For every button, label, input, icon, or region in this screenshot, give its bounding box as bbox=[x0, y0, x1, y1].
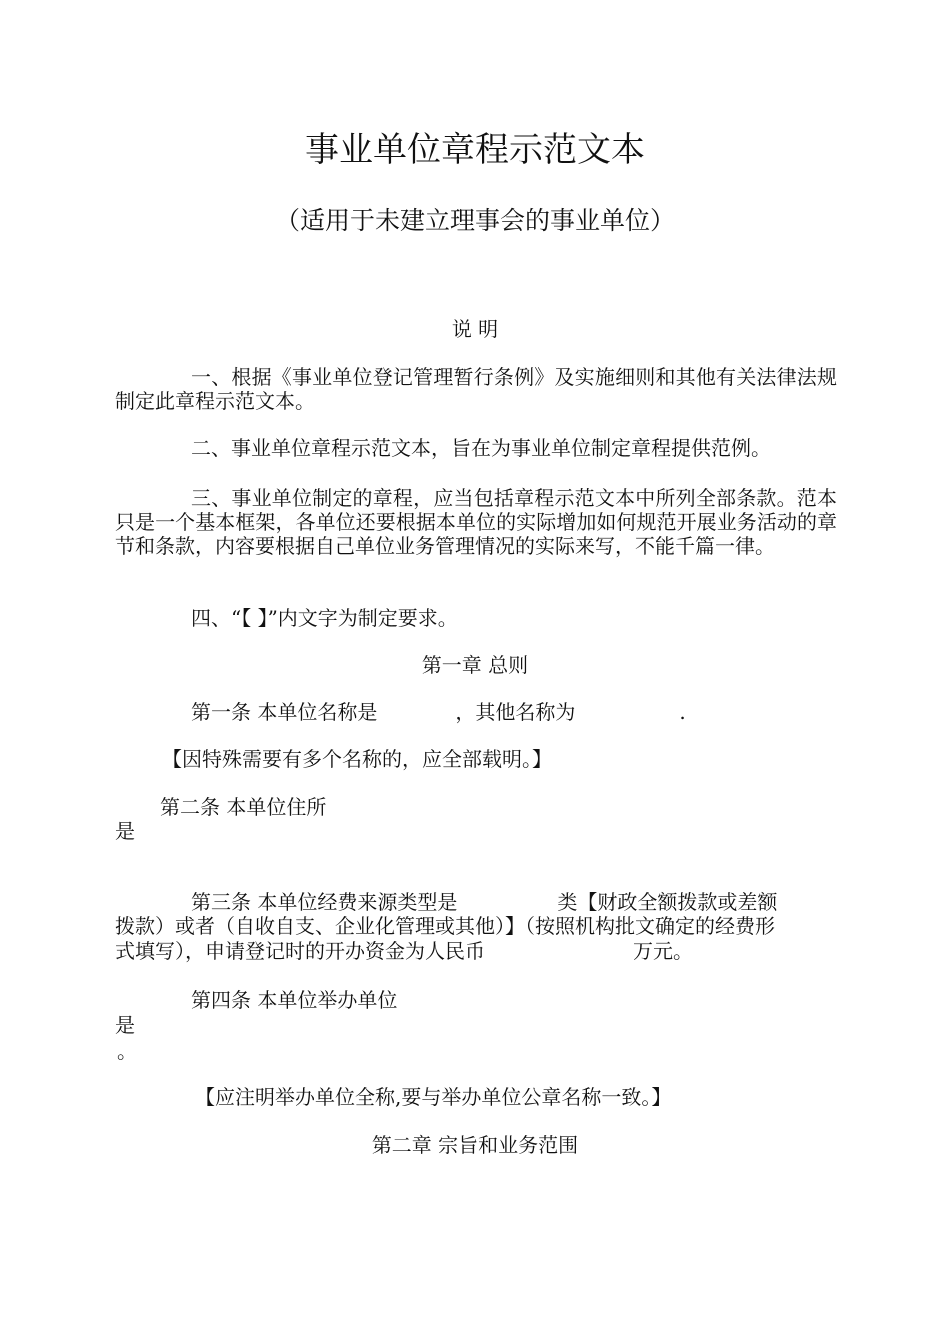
article-3-line-2: 拨款）或者（自收自支、企业化管理或其他）】（按照机构批文确定的经费形 bbox=[115, 914, 775, 938]
explanation-heading: 说 明 bbox=[451, 317, 499, 341]
article-4-note: 【应注明举办单位全称,要与举办单位公章名称一致。】 bbox=[195, 1085, 672, 1109]
article-3-capital-label: 式填写），申请登记时的开办资金为人民币 bbox=[115, 939, 485, 963]
article-1-name-label: 第一条 本单位名称是 bbox=[191, 700, 378, 724]
article-1-end: . bbox=[679, 700, 686, 724]
chapter-2-heading: 第二章 宗旨和业务范围 bbox=[371, 1133, 579, 1157]
article-1-note: 【因特殊需要有多个名称的，应全部载明。】 bbox=[162, 747, 552, 771]
article-1-other-name-label: ，其他名称为 bbox=[455, 700, 576, 724]
document-title: 事业单位章程示范文本 bbox=[305, 130, 645, 170]
explanation-item-2: 二、事业单位章程示范文本，旨在为事业单位制定章程提供范例。 bbox=[191, 436, 771, 460]
article-2-line-2: 是 bbox=[115, 819, 135, 843]
explanation-item-4: 四、“【 】”内文字为制定要求。 bbox=[191, 606, 458, 630]
article-4-line-3: 。 bbox=[117, 1039, 137, 1063]
article-4-line-1: 第四条 本单位举办单位 bbox=[191, 988, 398, 1012]
article-3-funding-options: 类【财政全额拨款或差额 bbox=[557, 890, 778, 914]
article-3-line-1 bbox=[191, 890, 777, 914]
article-3-line-3 bbox=[115, 939, 693, 963]
explanation-item-1: 一、根据《事业单位登记管理暂行条例》及实施细则和其他有关法律法规制定此章程示范文本。 bbox=[115, 365, 837, 413]
document-subtitle: （适用于未建立理事会的事业单位） bbox=[274, 206, 675, 235]
article-4-line-2: 是 bbox=[115, 1013, 135, 1037]
article-1 bbox=[191, 700, 686, 724]
explanation-item-3: 三、事业单位制定的章程，应当包括章程示范文本中所列全部条款。范本只是一个基本框架，各单位还要根据本单位的实际增加如何规范开展业务活动的章节和条款，内容要根据自己单位业务管理情况的实际来写，不能千篇一律。 bbox=[115, 486, 837, 558]
article-3-capital-unit: 万元。 bbox=[633, 939, 693, 963]
article-3-funding-label: 第三条 本单位经费来源类型是 bbox=[191, 890, 458, 914]
article-2-line-1: 第二条 本单位住所 bbox=[160, 795, 327, 819]
chapter-1-heading: 第一章 总则 bbox=[421, 653, 529, 677]
